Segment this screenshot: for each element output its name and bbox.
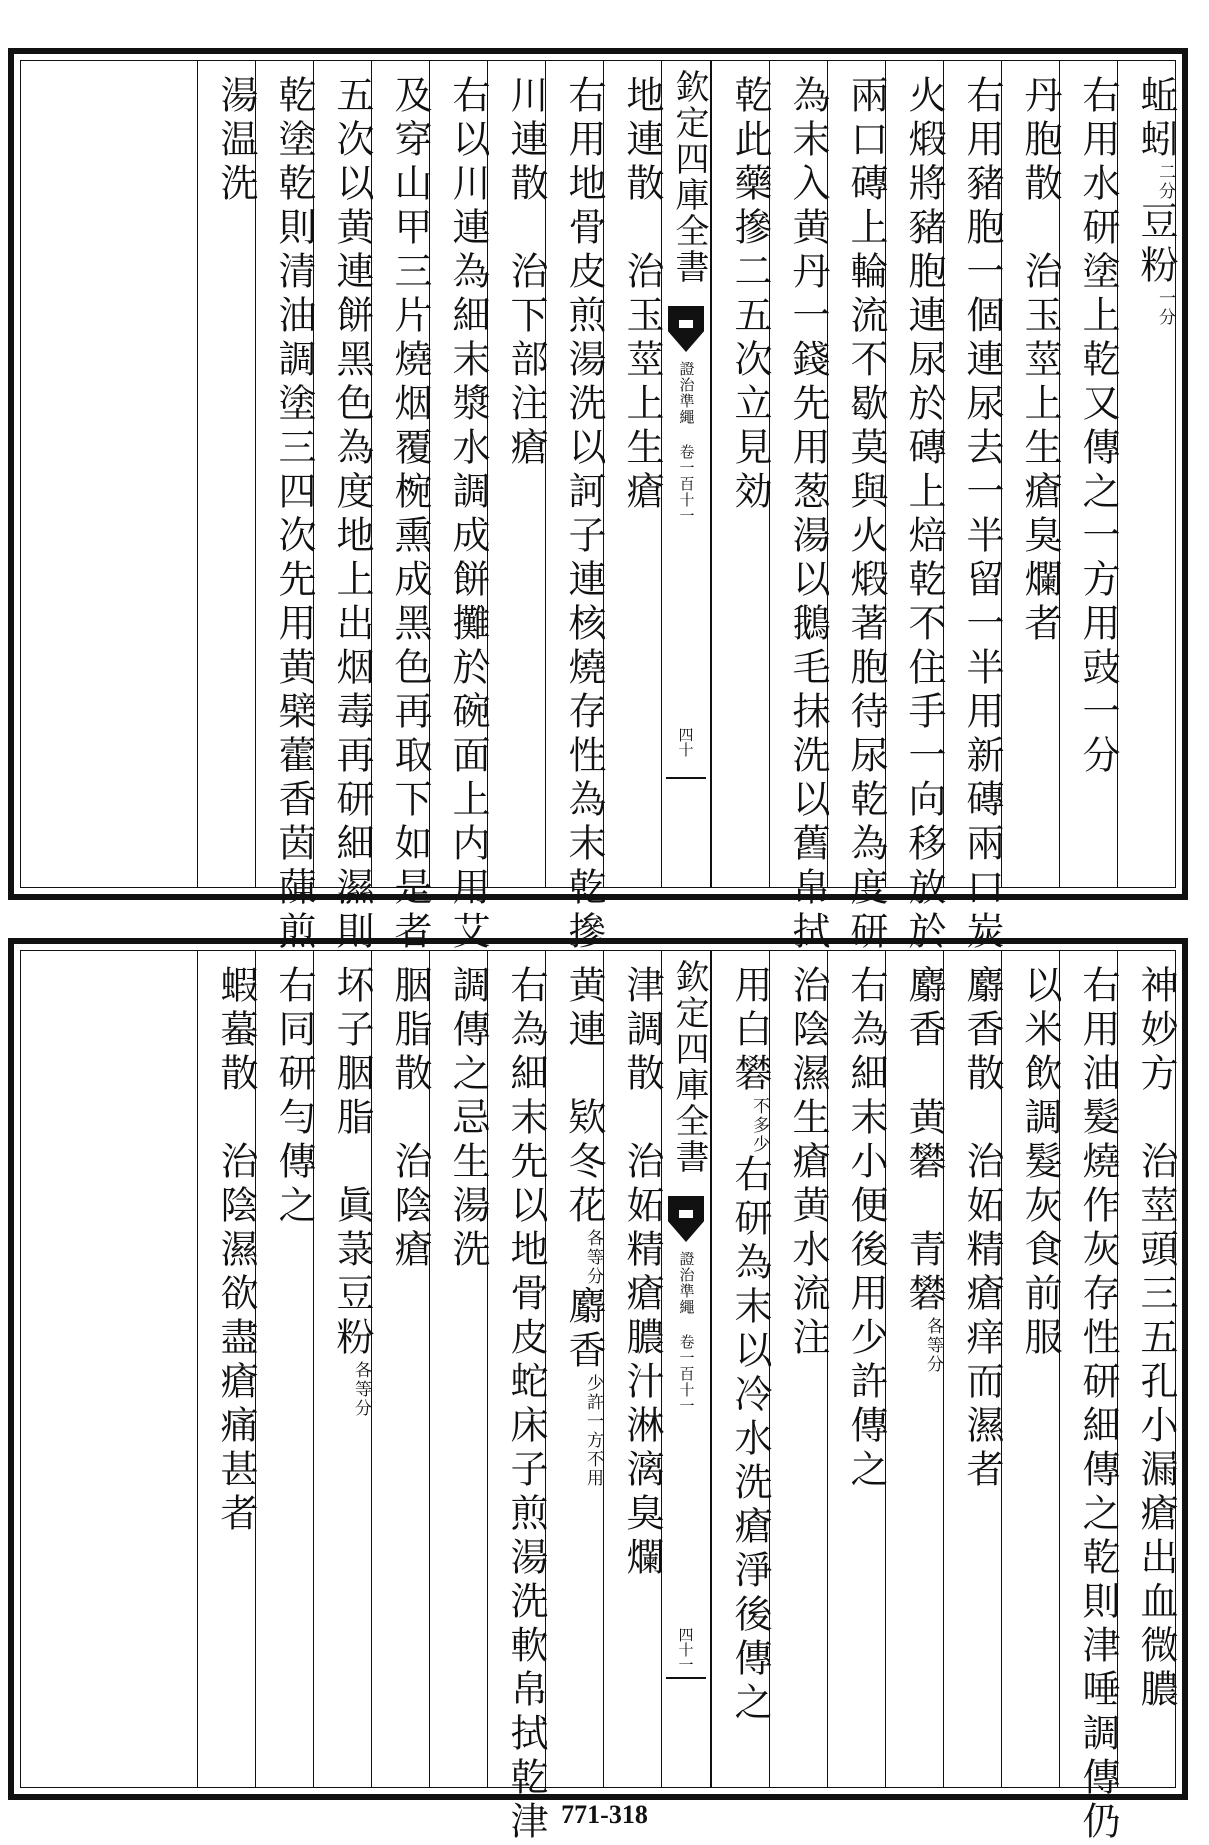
text-segment: 地連散 治玉莖上生瘡	[620, 75, 664, 515]
left-column-6	[313, 951, 374, 1787]
text-line	[430, 965, 490, 1273]
left-column-8	[197, 61, 258, 887]
page-footer-number: 771-318	[561, 1800, 648, 1829]
right-column-2	[1059, 951, 1120, 1845]
text-segment: 右用地骨皮煎湯洗以訶子連核燒存性為末乾摻	[562, 75, 606, 955]
text-segment: 麝香散 治妬精瘡痒而濕者	[960, 965, 1004, 1493]
text-line	[314, 965, 374, 1418]
text-segment: 麝香	[562, 1286, 606, 1374]
text-line	[828, 75, 888, 955]
book-title: 欽定四庫全書	[669, 959, 709, 1175]
left-column-6	[313, 61, 374, 955]
left-column-7	[255, 951, 316, 1787]
text-segment: 右用水研塗上乾又傳之一方用豉一分	[1076, 75, 1120, 779]
text-segment: 乾塗乾則清油調塗三四次先用黄檗藿香茵蔯煎	[272, 75, 316, 955]
annotation-note: 各等分	[923, 1317, 943, 1374]
text-line	[944, 75, 1004, 955]
text-line	[770, 75, 830, 955]
annotation-note: 不多少	[749, 1097, 769, 1154]
left-column-7	[255, 61, 316, 955]
text-segment: 神妙方 治莖頭三五孔小漏瘡出血微膿	[1134, 965, 1178, 1713]
text-segment: 麝香 黄礬 青礬	[902, 965, 946, 1317]
text-line	[430, 75, 490, 955]
text-line	[198, 75, 258, 207]
text-segment: 乾此藥摻二五次立見効	[728, 75, 772, 515]
right-column-8	[711, 951, 772, 1787]
text-segment: 用白礬	[728, 965, 772, 1097]
right-column-3	[1001, 951, 1062, 1787]
text-segment: 黄連 欵冬花	[562, 965, 606, 1229]
left-column-3	[487, 951, 548, 1845]
text-segment: 為末入黄丹一錢先用葱湯以鵝毛抹洗以舊帛拭	[786, 75, 830, 955]
text-segment: 右用油髮燒作灰存性研細傳之乾則津唾調傳仍	[1076, 965, 1120, 1845]
text-line	[546, 75, 606, 955]
text-segment: 治陰濕生瘡黄水流注	[786, 965, 830, 1361]
text-segment: 右為細末先以地骨皮蛇床子煎湯洗軟帛拭乾津	[504, 965, 548, 1845]
volume-label: 證治準繩 卷一百十一	[677, 1251, 696, 1414]
right-column-4	[943, 61, 1004, 955]
text-segment: 右為細末小便後用少許傳之	[844, 965, 888, 1493]
right-column-6	[827, 951, 888, 1787]
left-column-2	[545, 951, 606, 1787]
text-line	[198, 965, 258, 1537]
text-segment: 右用豬胞一個連尿去一半留一半用新磚兩口炭	[960, 75, 1004, 955]
text-line	[886, 965, 946, 1374]
leaf-number: 四十一	[676, 1627, 695, 1672]
text-segment: 川連散 治下部注瘡	[504, 75, 548, 471]
center-heading-column	[661, 61, 711, 887]
text-line	[488, 75, 548, 471]
text-segment: 坏子胭脂 眞菉豆粉	[330, 965, 374, 1361]
text-segment: 及穿山甲三片燒烟覆椀熏成黑色再取下如是者	[388, 75, 432, 955]
text-line	[1002, 965, 1062, 1361]
right-column-5	[885, 61, 946, 955]
text-line	[488, 965, 548, 1845]
text-line	[604, 965, 664, 1581]
left-column-4	[429, 951, 490, 1787]
text-segment: 蝦蟇散 治陰濕欲盡瘡痛甚者	[214, 965, 258, 1537]
left-column-1	[603, 61, 664, 887]
text-line	[886, 75, 946, 955]
divider	[666, 1677, 706, 1679]
text-line	[944, 965, 1004, 1493]
left-column-8	[197, 951, 258, 1787]
text-line	[1118, 75, 1178, 327]
text-line	[372, 965, 432, 1273]
annotation-note: 二分	[1155, 163, 1175, 201]
right-column-6	[827, 61, 888, 955]
upper-page-frame	[20, 60, 1178, 955]
annotation-note: 少許一方不用	[583, 1374, 603, 1488]
text-line	[1118, 965, 1178, 1713]
text-line	[828, 965, 888, 1493]
fishtail-mark-icon	[668, 306, 704, 352]
text-segment: 以米飲調髮灰食前服	[1018, 965, 1062, 1361]
left-column-3	[487, 61, 548, 887]
text-segment: 火煅將豬胞連尿於磚上焙乾不住手一向移放於	[902, 75, 946, 955]
right-column-8	[711, 61, 772, 887]
right-column-7	[769, 951, 830, 1787]
right-column-4	[943, 951, 1004, 1787]
right-column-2	[1059, 61, 1120, 887]
text-segment: 五次以黄連餅黑色為度地上出烟毒再研細濕則	[330, 75, 374, 955]
text-line	[1060, 965, 1120, 1845]
text-line	[712, 75, 772, 515]
text-segment: 胭脂散 治陰瘡	[388, 965, 432, 1273]
right-column-1	[1117, 61, 1178, 887]
fishtail-mark-icon	[668, 1196, 704, 1242]
left-column-1	[603, 951, 664, 1787]
text-segment: 右同研勻傳之	[272, 965, 316, 1229]
text-segment: 蚯蚓	[1134, 75, 1178, 163]
annotation-note: 各等分	[351, 1361, 371, 1418]
text-line	[256, 75, 316, 955]
right-column-7	[769, 61, 830, 955]
right-column-5	[885, 951, 946, 1787]
book-title: 欽定四庫全書	[669, 69, 709, 285]
text-line	[770, 965, 830, 1361]
text-line	[314, 75, 374, 955]
text-segment: 右以川連為細末漿水調成餅攤於碗面上内用艾	[446, 75, 490, 955]
left-column-5	[371, 951, 432, 1787]
text-segment: 右研為末以冷水洗瘡淨後傳之	[728, 1154, 772, 1726]
upper-page	[8, 48, 1188, 955]
text-line	[546, 965, 606, 1488]
annotation-note: 一分	[1155, 289, 1175, 327]
text-segment: 兩口磚上輪流不歇莫與火煅著胞待尿乾為度研	[844, 75, 888, 955]
center-heading-column	[661, 951, 711, 1787]
text-line	[256, 965, 316, 1229]
leaf-number: 四十	[676, 727, 695, 757]
text-segment: 豆粉	[1134, 201, 1178, 289]
text-line	[712, 965, 772, 1726]
text-segment: 丹胞散 治玉莖上生瘡臭爛者	[1018, 75, 1062, 647]
left-column-5	[371, 61, 432, 955]
text-segment: 湯温洗	[214, 75, 258, 207]
text-segment: 調傳之忌生湯洗	[446, 965, 490, 1273]
left-column-4	[429, 61, 490, 955]
divider	[666, 777, 706, 779]
volume-label: 證治準繩 卷一百十一	[677, 361, 696, 524]
left-column-2	[545, 61, 606, 955]
text-segment: 津調散 治妬精瘡膿汁淋漓臭爛	[620, 965, 664, 1581]
text-line	[1002, 75, 1062, 647]
right-column-3	[1001, 61, 1062, 887]
annotation-note: 各等分	[583, 1229, 603, 1286]
text-line	[372, 75, 432, 955]
right-column-1	[1117, 951, 1178, 1787]
text-line	[1060, 75, 1120, 779]
text-line	[604, 75, 664, 515]
